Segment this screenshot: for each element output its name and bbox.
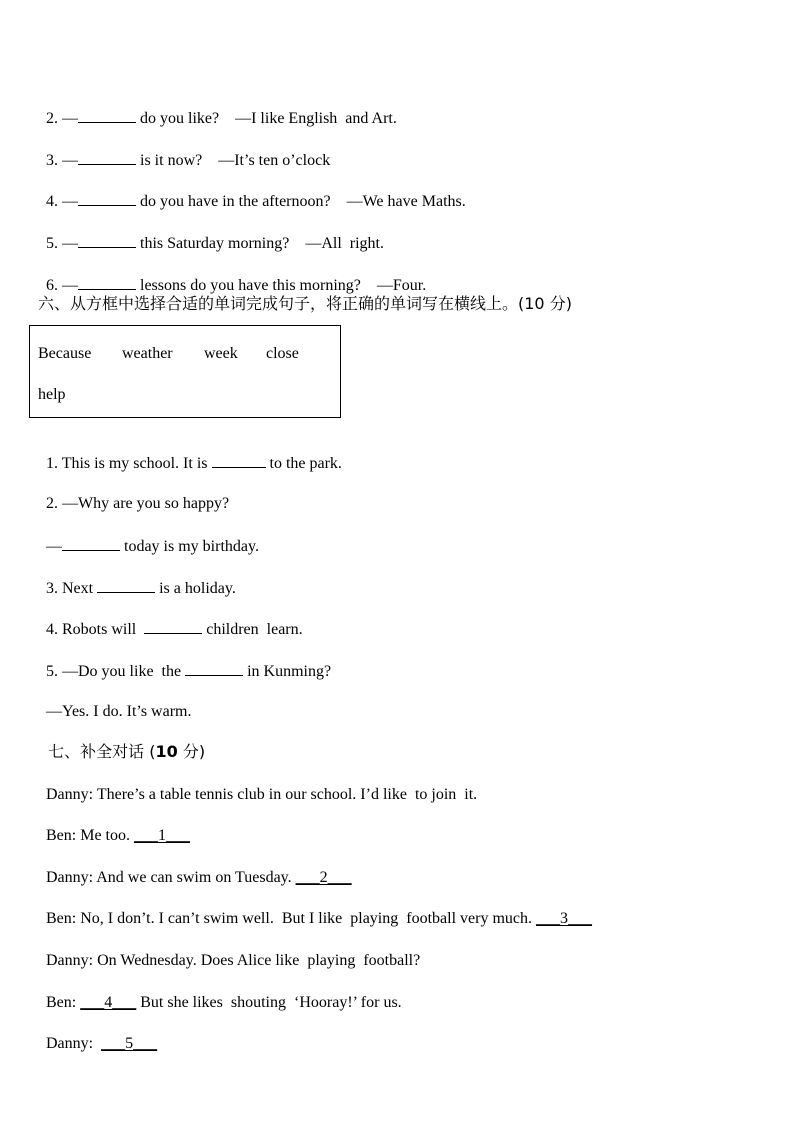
question-line-5 [38,212,384,254]
fill-sentence-2-reply [38,515,259,557]
dash: — [62,193,78,210]
dialogue-line [38,931,420,971]
dash: — [376,277,393,294]
question-number: 2. [46,110,58,127]
numbered-blank: ___2___ [295,869,352,886]
speaker-name: Danny: [46,1035,94,1052]
speaker-name: Ben: [46,994,77,1011]
question-number: 5. [46,235,58,252]
dialogue-line [38,889,592,929]
sentence-text: in Kunming? [243,663,332,680]
numbered-blank: ___5___ [101,1035,158,1052]
dash: — [62,110,78,127]
fill-sentence-5-reply [38,682,191,722]
answer-text: It’s ten o’clock [234,152,331,169]
speaker-name: Danny: [46,869,94,886]
answer-blank [62,535,120,551]
sentence-text: 1. This is my school. It is [46,455,212,472]
dash: — [62,235,78,252]
question-number: 6. [46,277,58,294]
answer-blank [78,232,136,248]
dialogue-line [38,806,190,846]
dialogue-text: No, I don’t. I can’t swim well. But I like playing football very much. [76,910,536,927]
dialogue-line [38,973,402,1013]
answer-blank [97,577,155,593]
dialogue-line [38,765,477,805]
answer-blank [144,618,202,634]
word-bank-box [29,325,341,418]
answer-blank [78,190,136,206]
dialogue-line [38,848,352,888]
dash: — [62,152,78,169]
dash: — [305,235,322,252]
answer-blank [78,107,136,123]
sentence-text: today is my birthday. [120,538,259,555]
answer-blank [185,660,243,676]
answer-text: All right. [321,235,384,252]
section-heading-7 [38,722,205,762]
word-bank-item: weather [122,345,173,362]
sentence-text: children learn. [202,621,303,638]
dialogue-text: But she likes shouting ‘Hooray!’ for us. [136,994,402,1011]
heading-text: 七、补全对话 ( [48,742,156,761]
dash: — [218,152,235,169]
sentence-text: to the park. [265,455,342,472]
dialogue-text: On Wednesday. Does Alice like playing football? [93,952,421,969]
numbered-blank: ___4___ [80,994,137,1011]
question-line-4 [38,170,466,212]
dialogue-text [93,1035,101,1052]
question-text: do you have in the afternoon? [136,193,331,210]
fill-sentence-5 [38,640,331,682]
speaker-name: Ben: [46,910,77,927]
question-number: 4. [46,193,58,210]
dialogue-text: Me too. [76,827,134,844]
numbered-blank: ___1___ [134,827,190,844]
dialogue-line [38,1014,157,1054]
dash: — [46,538,62,555]
question-text: this Saturday morning? [136,235,290,252]
answer-text: Four. [392,277,427,294]
answer-blank [78,274,136,290]
sentence-text: 2. —Why are you so happy? [46,495,230,512]
speaker-name: Danny: [46,786,94,803]
sentence-text: 3. Next [46,580,98,597]
question-line-3 [38,129,330,171]
fill-sentence-1 [38,432,342,474]
question-number: 3. [46,152,58,169]
question-text: lessons do you have this morning? [136,277,361,294]
answer-text: I like English and Art. [251,110,397,127]
question-line-6 [38,254,426,296]
speaker-name: Danny: [46,952,94,969]
sentence-text: 4. Robots will [46,621,145,638]
dash: — [346,193,363,210]
question-text: is it now? [136,152,203,169]
word-bank-item: week [204,345,238,362]
answer-blank [78,149,136,165]
sentence-text: 5. —Do you like the [46,663,186,680]
answer-text: We have Maths. [362,193,466,210]
answer-blank [212,452,266,468]
question-text: do you like? [136,110,220,127]
sentence-text: is a holiday. [155,580,236,597]
dialogue-text: There’s a table tennis club in our school. I’d like to join it. [93,786,478,803]
dash: — [62,277,78,294]
word-bank-item: close [266,345,299,362]
speaker-name: Ben: [46,827,77,844]
question-line-2 [38,87,397,129]
fill-sentence-4 [38,598,303,640]
fill-sentence-3 [38,557,236,599]
word-bank-item: help [38,386,66,403]
sentence-text: —Yes. I do. It’s warm. [46,703,192,720]
heading-text: 分) [177,742,206,761]
numbered-blank: ___3___ [536,910,592,927]
dialogue-text: And we can swim on Tuesday. [93,869,296,886]
heading-points: 10 [155,742,178,761]
section-heading-6: 六、从方框中选择合适的单词完成句子，将正确的单词写在横线上。(10 分) [38,294,572,313]
fill-sentence-2 [38,474,229,514]
dash: — [235,110,252,127]
word-bank-item: Because [38,345,92,362]
